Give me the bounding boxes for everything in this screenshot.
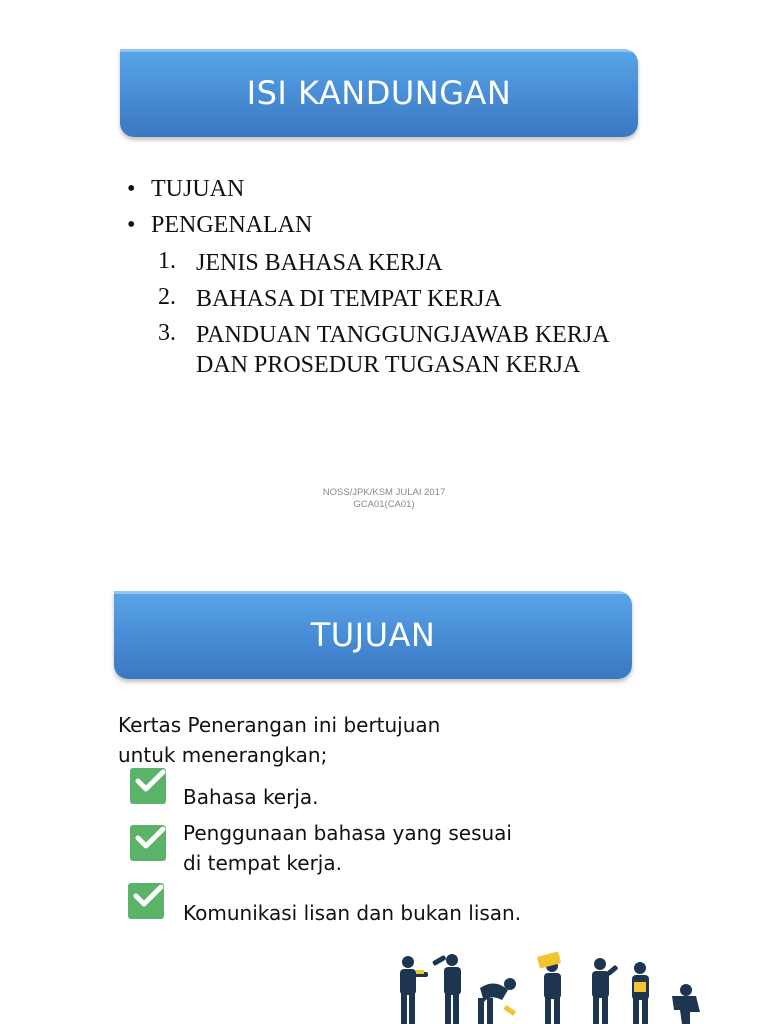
toc-numbered-item: 3. PANDUAN TANGGUNGJAWAB KERJA DAN PROSEDUR TUGASAN KERJA — [158, 320, 610, 378]
toc-list — [127, 176, 610, 380]
slide-footer: NOSS/JPK/KSM JULAI 2017 GCA01(CA01) — [322, 487, 446, 510]
check-icon — [130, 825, 166, 861]
check-list-item: Komunikasi lisan dan bukan lisan. — [183, 901, 522, 925]
intro-text: Kertas Penerangan ini bertujuan untuk menerangkan; — [118, 713, 441, 767]
slide2-title: TUJUAN — [310, 616, 436, 654]
check-list-item: Bahasa kerja. — [183, 785, 319, 809]
toc-numbered-item: 2. BAHASA DI TEMPAT KERJA — [158, 284, 502, 312]
check-icon — [128, 883, 164, 919]
toc-bullet-item: • PENGENALAN — [127, 212, 313, 238]
check-list-item: Penggunaan bahasa yang sesuai di tempat kerja. — [183, 821, 512, 875]
slide1-title-banner — [120, 49, 638, 137]
workers-illustration — [390, 948, 720, 1024]
toc-bullet-item: • TUJUAN — [127, 176, 245, 202]
slide1-title: ISI KANDUNGAN — [246, 74, 512, 112]
check-icon — [130, 768, 166, 804]
slide2-title-banner — [114, 591, 632, 679]
toc-numbered-item: 1. JENIS BAHASA KERJA — [158, 248, 443, 276]
